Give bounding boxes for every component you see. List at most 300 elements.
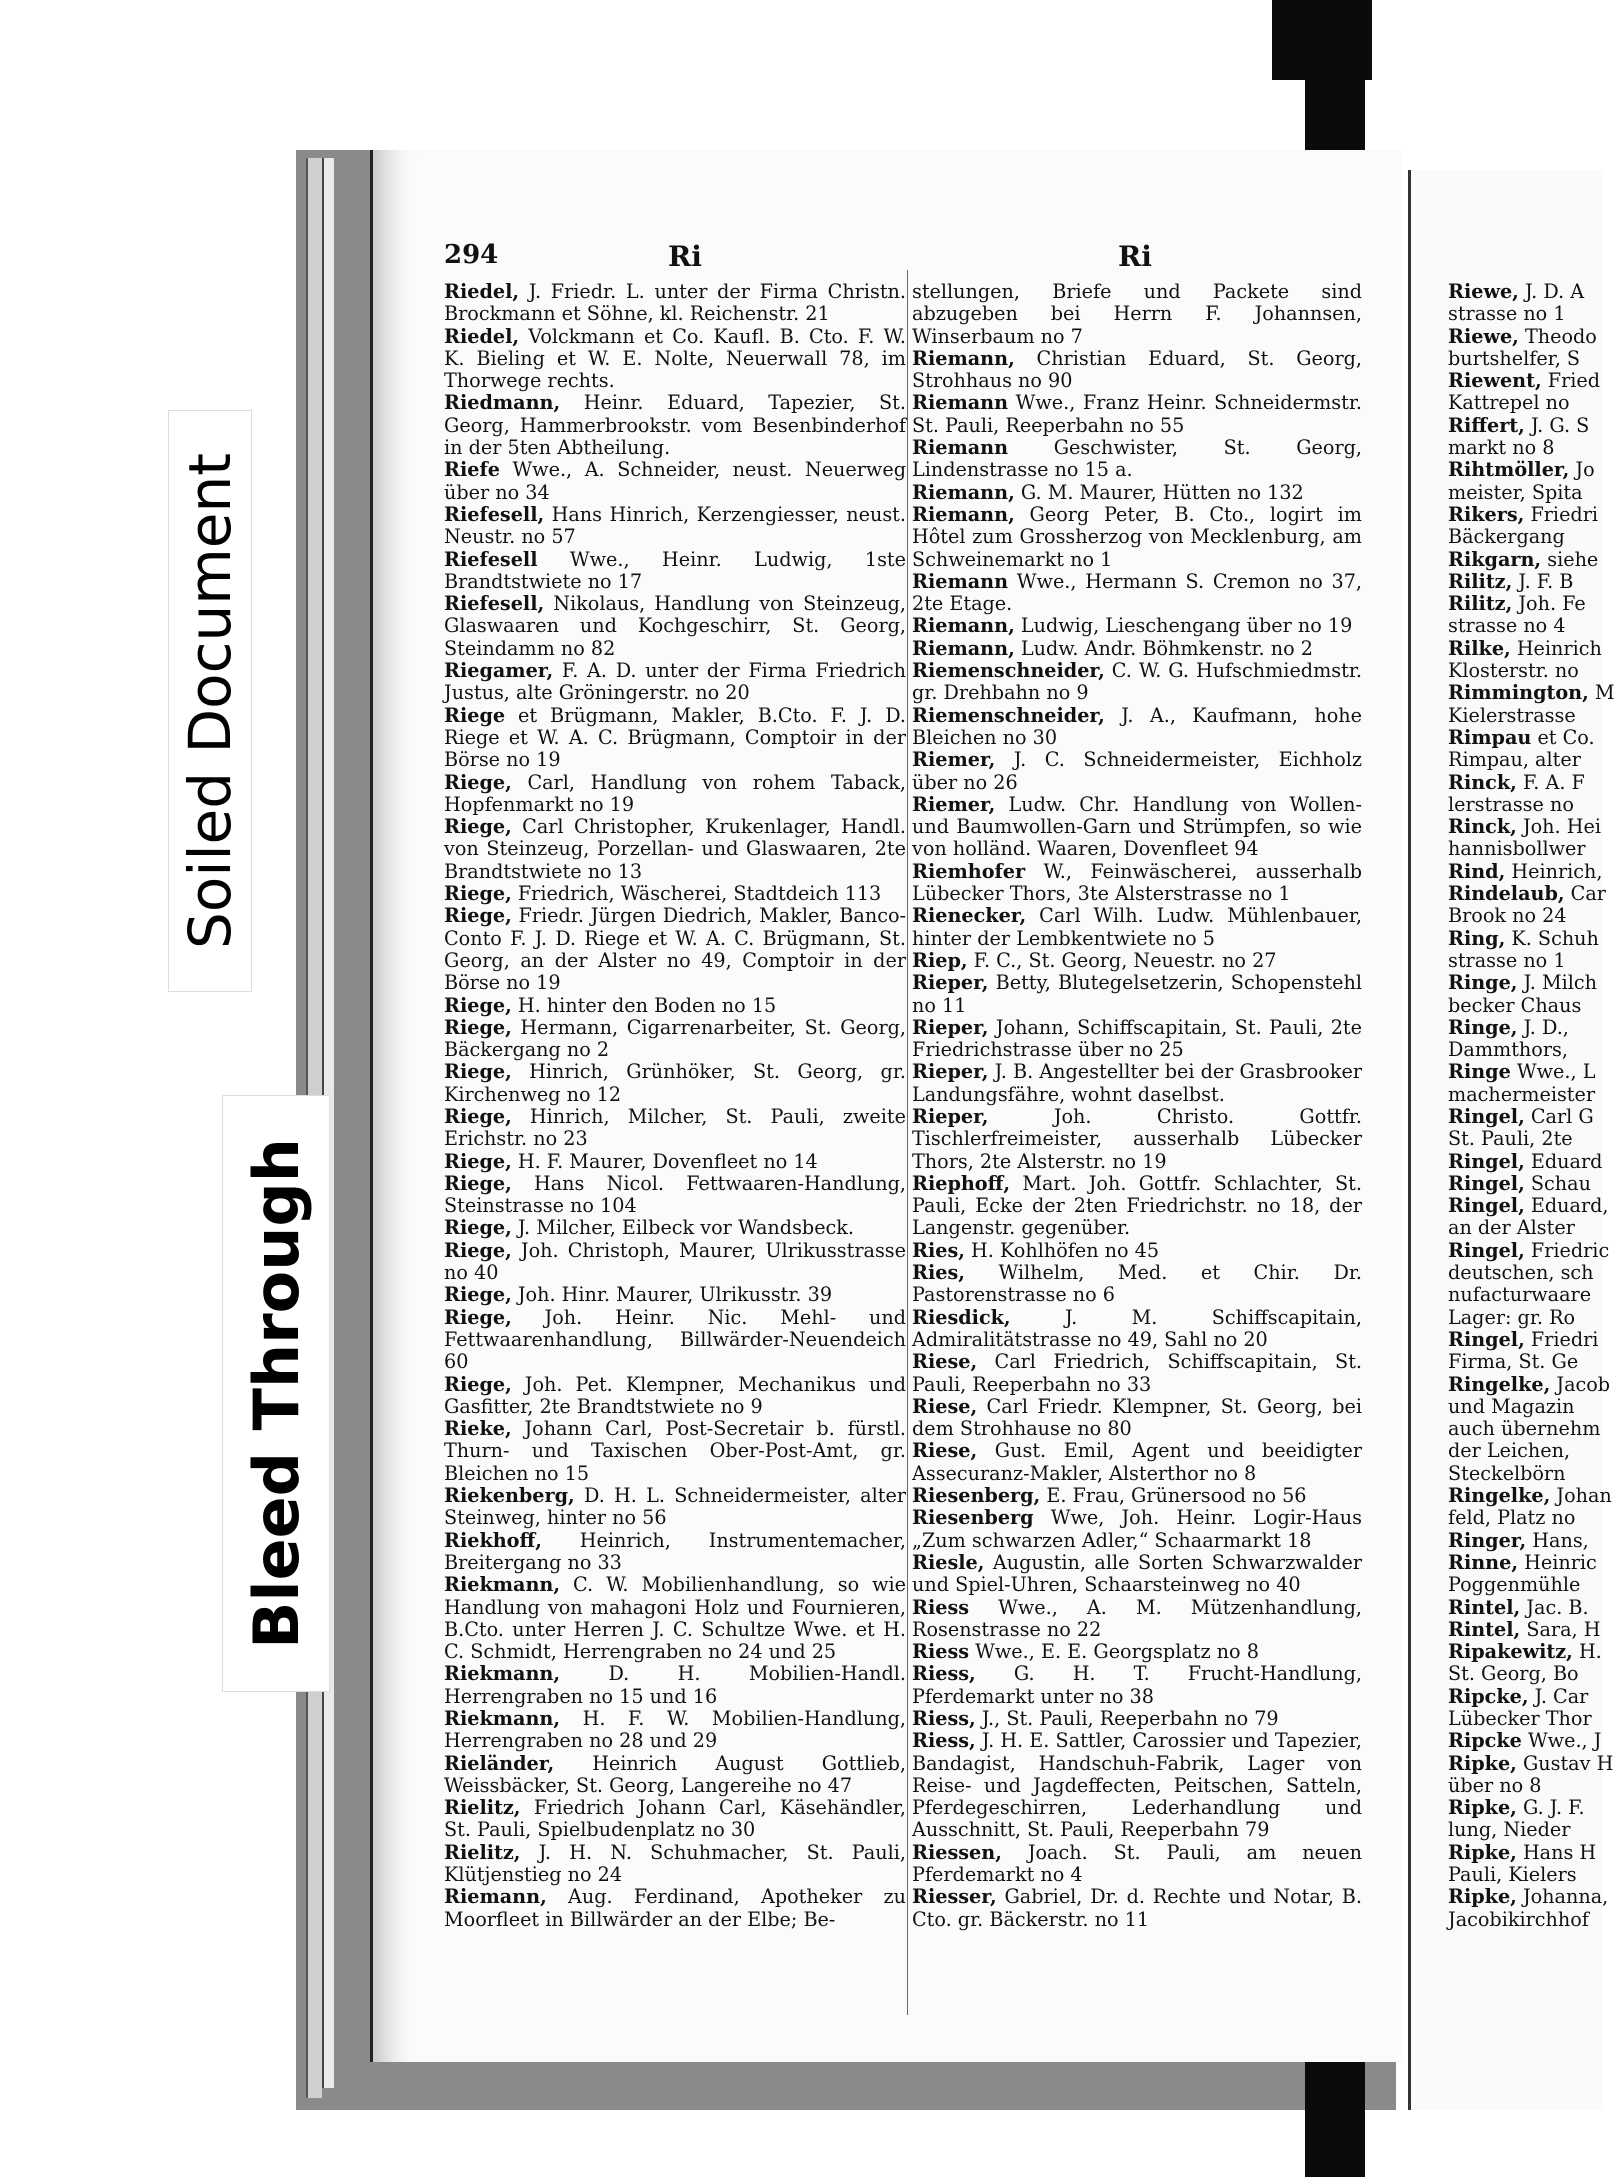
entry-details: Hans, [1526,1528,1589,1552]
directory-entry [912,1061,1362,1106]
entry-details: W., Feinwäscherei, ausserhalb Lübecker Thors, 3te Alsterstrasse no 1 [912,859,1362,906]
entry-name: Riewent, [1448,369,1542,393]
directory-entry [1448,1106,1608,1128]
entry-name: Rilke, [1448,636,1511,660]
entry-details: deutschen, sch [1448,1261,1594,1285]
entry-name: Riemenschneider, [912,703,1105,727]
entry-details: Friedri [1524,1327,1599,1351]
entry-name: Riege, [444,1372,512,1396]
directory-entry [1448,1217,1608,1239]
entry-name: Riekmann, [444,1707,561,1730]
entry-details: J. D., [1517,1015,1569,1039]
directory-entry [444,1708,906,1753]
entry-name: Ripke, [1448,1796,1517,1820]
directory-entry [912,905,1362,950]
directory-entry [1448,1775,1608,1797]
entry-name: Riege, [444,770,512,794]
directory-entry [444,1574,906,1663]
entry-details: Theodo [1518,324,1597,348]
entry-name: Riemenschneider, [912,659,1105,683]
entry-details: Hans Hinrich, Kerzengiesser, neust. Neustr. no 57 [444,502,906,549]
entry-details: Heinrich August Gottlieb, Weissbäcker, St. Georg, Langereihe no 47 [444,1751,906,1797]
entry-details: G. M. Maurer, Hütten no 132 [1014,480,1304,504]
entry-details: H. [1572,1640,1602,1664]
directory-entry [1448,727,1608,749]
entry-details: Wwe., L [1510,1060,1596,1084]
entry-name: Ringel, [1448,1194,1525,1218]
entry-details: Lübecker Thor [1448,1707,1592,1730]
entry-name: Riege, [444,1171,512,1195]
directory-entry [1448,303,1608,325]
entry-name: Riess, [912,1729,976,1753]
entry-name: Rihtmöller, [1448,458,1570,482]
entry-details: D. H. L. Schneidermeister, alter Steinweg, hinter no 56 [444,1484,906,1530]
directory-entry [1448,1463,1608,1485]
directory-entry [1448,883,1608,905]
entry-name: Riege, [444,904,512,928]
entry-details: Geschwister, St. Georg, Lindenstrasse no 15 a. [912,436,1362,482]
directory-entry [912,482,1362,504]
soiled-document-label: Soiled Document [168,410,252,992]
directory-entry [912,1485,1362,1507]
directory-entry [444,995,906,1017]
entry-details: lerstrasse no [1448,792,1574,816]
entry-details: burtshelfer, S [1448,346,1581,370]
entry-details: J. Friedr. L. unter der Firma Christn. Brockmann et Söhne, kl. Reichenstr. 21 [444,280,906,326]
directory-entry [1448,571,1608,593]
entry-details: becker Chaus [1448,993,1582,1017]
bleed-through-label: Bleed Through [222,1095,330,1692]
directory-entry [1448,1084,1608,1106]
entry-details: G. H. T. Frucht-Handlung, Pferdemarkt unter no 38 [912,1662,1362,1708]
directory-entry [444,660,906,705]
entry-name: Riefe [444,458,500,482]
entry-name: Riege, [444,1305,512,1329]
directory-entry [912,1351,1362,1396]
entry-name: Rieper, [912,1015,989,1039]
directory-entry [444,1418,906,1485]
entry-name: Riess [912,1595,970,1619]
entry-details: strasse no 4 [1448,614,1566,638]
directory-entry [1448,1886,1608,1908]
directory-entry [1448,459,1608,481]
entry-details: Gust. Emil, Agent und beeidigter Assecuranz-Makler, Alsterthor no 8 [912,1439,1362,1485]
directory-entry [1448,348,1608,370]
directory-entry [912,437,1362,482]
entry-details: Betty, Blutegelsetzerin, Schopenstehl no 11 [912,971,1362,1017]
entry-name: Riege, [444,815,512,839]
entry-name: Rinck, [1448,770,1517,794]
directory-column-3 [1448,280,1615,1931]
entry-details: nufacturwaare [1448,1283,1592,1307]
entry-name: Riedmann, [444,391,561,415]
entry-details: Hinrich, Milcher, St. Pauli, zweite Erichstr. no 23 [444,1104,906,1151]
entry-name: Ripcke, [1448,1684,1529,1708]
entry-details: Jacob [1550,1372,1611,1396]
running-head-right: Ri [1118,240,1152,273]
entry-details: der Leichen, [1448,1439,1571,1463]
directory-entry [1448,1307,1608,1329]
directory-entry [444,1663,906,1708]
directory-entry [444,1106,906,1151]
entry-details: Ludwig, Lieschengang über no 19 [1014,614,1353,638]
entry-details: und Magazin [1448,1394,1575,1418]
directory-entry [1448,972,1608,994]
directory-entry [1448,593,1608,615]
entry-name: Riess, [912,1707,976,1730]
entry-name: Riemann, [912,614,1015,638]
entry-details: J. D. A [1518,280,1585,303]
directory-entry [1448,482,1608,504]
entry-details: E. Frau, Grünersood no 56 [1040,1484,1307,1508]
directory-entry [1448,1195,1608,1217]
entry-name: Riemann, [444,1885,547,1909]
entry-details: strasse no 1 [1448,948,1566,972]
entry-details: über no 8 [1448,1773,1542,1797]
directory-entry [444,549,906,594]
entry-details: Heinr. Eduard, Tapezier, St. Georg, Hammerbrookstr. vom Besenbinderhof in der 5ten Abtheilung. [444,391,906,460]
running-head-left: Ri [668,240,702,273]
entry-name: Riege, [444,993,512,1017]
entry-name: Rintel, [1448,1617,1521,1641]
entry-name: Riekenberg, [444,1484,575,1508]
entry-details: Pauli, Kielers [1448,1863,1577,1887]
entry-details: Heinrich, Instrumentemacher, Breitergang no 33 [444,1528,906,1574]
directory-entry [1448,415,1608,437]
directory-entry [1448,1751,1614,1775]
directory-entry [912,1730,1362,1841]
entry-details: J. Milch [1517,971,1598,995]
directory-entry [912,1663,1362,1708]
entry-name: Riegamer, [444,659,554,683]
entry-name: Ripcke [1448,1729,1522,1753]
entry-details: Christian Eduard, St. Georg, Strohhaus no 90 [912,346,1362,393]
entry-details: Wwe., A. M. Mützenhandlung, Rosenstrasse no 22 [912,1595,1362,1641]
entry-name: Rind, [1448,859,1506,883]
entry-name: Ripakewitz, [1448,1640,1573,1664]
directory-entry [912,504,1362,571]
entry-name: Riess [912,1640,970,1664]
directory-entry [444,1374,906,1419]
entry-details: siehe [1541,547,1599,571]
directory-entry [1448,995,1608,1017]
entry-name: Riedel, [444,324,520,348]
entry-details: Friedri [1524,502,1599,526]
directory-entry [912,1262,1362,1307]
directory-entry [444,326,906,393]
entry-details: Johan [1550,1484,1612,1508]
directory-entry [444,905,906,994]
entry-name: Rieper, [912,1060,989,1084]
directory-entry [1448,1484,1612,1508]
directory-entry [1448,772,1608,794]
entry-details: Dammthors, [1448,1038,1568,1062]
entry-details: G. J. F. [1516,1796,1585,1820]
entry-name: Riesser, [912,1885,997,1909]
entry-details: Johanna, [1516,1885,1609,1909]
directory-entry [1448,928,1608,950]
directory-entry [1448,705,1608,727]
directory-entry [1448,838,1608,860]
entry-details: Brook no 24 [1448,904,1567,928]
directory-entry [1448,1909,1608,1931]
entry-name: Riffert, [1448,413,1525,437]
entry-details: Jacobikirchhof [1448,1907,1589,1931]
directory-entry [912,1886,1362,1931]
directory-entry [912,660,1362,705]
entry-details: Wwe., A. Schneider, neust. Neuerweg über no 34 [444,458,906,504]
directory-entry [444,593,906,660]
entry-details: Hans Nicol. Fettwaaren-Handlung, Steinstrasse no 104 [444,1171,906,1218]
entry-details: Joach. St. Pauli, am neuen Pferdemarkt no 4 [912,1840,1362,1887]
entry-details: Jac. B. [1520,1595,1589,1619]
entry-details: Hans H [1516,1840,1597,1864]
entry-details: Car [1564,882,1606,906]
entry-details: meister, Spita [1448,480,1583,504]
entry-details: Friedric [1524,1238,1610,1262]
directory-entry [912,1106,1362,1173]
entry-name: Rikgarn, [1448,547,1542,571]
directory-entry [444,281,906,326]
entry-details: F. C., St. Georg, Neuestr. no 27 [967,948,1277,972]
entry-name: Riesdick, [912,1305,1011,1329]
entry-details: Heinrich, [1505,859,1603,883]
entry-name: Riesenberg, [912,1484,1041,1508]
entry-name: Riemann, [912,346,1015,370]
entry-details: Joh. Pet. Klempner, Mechanikus und Gasfitter, 2te Brandtstwiete no 9 [444,1372,906,1418]
entry-name: Rielitz, [444,1840,521,1864]
directory-entry [444,1284,906,1306]
entry-name: Rikers, [1448,502,1525,526]
directory-entry [1448,526,1608,548]
directory-entry [1448,1530,1608,1552]
entry-name: Riege, [444,1149,512,1173]
entry-details: et Brügmann, Makler, B.Cto. F. J. D. Riege et W. A. C. Brügmann, Comptoir in der Börse no 19 [444,703,906,772]
directory-entry [1448,1708,1608,1730]
entry-details: J. C. Schneidermeister, Eichholz über no 26 [912,748,1362,794]
entry-details: Heinric [1518,1550,1597,1574]
directory-entry [912,1641,1362,1663]
entry-name: Riesle, [912,1550,985,1574]
entry-details: Steckelbörn [1448,1461,1566,1485]
directory-entry [912,1842,1362,1887]
directory-entry [1448,392,1608,414]
entry-details: Johann Carl, Post-Secretair b. fürstl. Thurn- und Taxischen Ober-Post-Amt, gr. Bleichen no 15 [444,1417,906,1485]
directory-entry [444,1886,906,1931]
directory-entry [912,1708,1362,1730]
directory-entry [444,1485,906,1530]
entry-details: Eduard, [1524,1194,1609,1218]
entry-name: Rindelaub, [1448,882,1565,906]
entry-details: J. H. N. Schuhmacher, St. Pauli, Klütjenstieg no 24 [444,1840,906,1887]
directory-entry [444,705,906,772]
entry-name: Ries, [912,1261,965,1285]
entry-details: D. H. Mobilien-Handl. Herrengraben no 15 und 16 [444,1662,906,1708]
directory-entry [912,1017,1362,1062]
directory-entry [1448,1372,1611,1396]
entry-name: Riess, [912,1662,976,1686]
entry-name: Ringelke, [1448,1484,1551,1508]
entry-details: J. H. E. Sattler, Carossier und Tapezier, Bandagist, Handschuh-Fabrik, Lager von Reise- und Jagdeffecten, Peitschen, Satteln, Pferdegeschirren, Lederhandlung und Ausschnitt, St. Pauli, Reeperbahn 79 [912,1729,1362,1842]
directory-entry [1448,749,1608,771]
entry-details: Volckmann et Co. Kaufl. B. Cto. F. W. K. Bieling et W. E. Nolte, Neuerwall 78, im Thorwege rechts. [444,324,906,393]
entry-details: Gabriel, Dr. d. Rechte und Notar, B. Cto. gr. Bäckerstr. no 11 [912,1885,1362,1931]
entry-name: Riemann, [912,636,1015,660]
directory-entry [444,883,906,905]
directory-entry [912,615,1362,637]
entry-name: Riege, [444,1238,512,1262]
directory-entry [912,392,1362,437]
directory-entry [912,571,1362,616]
entry-details: H. hinter den Boden no 15 [511,993,777,1017]
entry-name: Riedel, [444,280,520,303]
directory-entry [1448,370,1608,392]
entry-details: J. A., Kaufmann, hohe Bleichen no 30 [912,703,1362,749]
entry-name: Ripke, [1448,1885,1517,1909]
directory-entry [1448,1151,1608,1173]
directory-entry [1448,1574,1608,1596]
entry-details: Wwe., Hermann S. Cremon no 37, 2te Etage. [912,569,1362,616]
entry-name: Riege [444,703,506,727]
entry-details: C. W. G. Hufschmiedmstr. gr. Drehbahn no 9 [912,659,1362,705]
directory-entry [1448,437,1608,459]
directory-entry [912,1440,1362,1485]
directory-column-2 [912,281,1362,1931]
directory-entry [1448,1842,1608,1864]
entry-details: H. Kohlhöfen no 45 [964,1238,1160,1262]
directory-entry [912,638,1362,660]
entry-details: J. M. Schiffscapitain, Admiralitätstrasse no 49, Sahl no 20 [912,1305,1362,1351]
entry-details: Eduard [1524,1149,1603,1173]
entry-details: Jo [1569,458,1595,482]
entry-details: Carl Wilh. Ludw. Mühlenbauer, hinter der Lembkentwiete no 5 [912,904,1362,950]
entry-details: an der Alster [1448,1216,1575,1240]
directory-entry [1448,1686,1608,1708]
entry-name: Riephoff, [912,1171,1011,1195]
directory-entry [1448,660,1608,682]
entry-name: Rienecker, [912,904,1027,928]
directory-entry [912,348,1362,393]
entry-name: Ripke, [1448,1840,1517,1864]
directory-entry [1448,1240,1608,1262]
entry-details: lung, Nieder [1448,1818,1571,1842]
entry-name: Ringel, [1448,1149,1525,1173]
entry-details: Friedrich, Wäscherei, Stadtdeich 113 [511,882,882,906]
entry-details: Wwe., J [1521,1729,1602,1753]
directory-entry [1448,1061,1608,1083]
entry-details: Aug. Ferdinand, Apotheker zu Moorfleet in Billwärder an der Elbe; Be- [444,1885,906,1931]
directory-entry [1448,1440,1608,1462]
directory-entry [444,816,906,883]
entry-name: Riemann [912,569,1009,593]
entry-details: Klosterstr. no [1448,659,1579,683]
entry-details: Ludw. Chr. Handlung von Wollen- und Baumwollen-Garn und Strümpfen, so wie von holländ. Waaren, Dovenfleet 94 [912,792,1362,861]
entry-name: Rieländer, [444,1751,555,1775]
entry-name: Riege, [444,1060,512,1084]
directory-entry [444,1842,906,1887]
entry-name: Riessen, [912,1840,1002,1864]
entry-name: Riekhoff, [444,1528,542,1552]
entry-name: Ries, [912,1238,965,1262]
entry-details: Sara, H [1520,1617,1601,1641]
entry-details: C. W. Mobilienhandlung, so wie Handlung von mahagoni Holz und Fournieren, B.Cto. unter Herren J. C. Schultze Wwe. et H. C. Schmidt, Herrengraben no 24 und 25 [444,1573,906,1664]
entry-details: M [1588,681,1615,705]
directory-entry [444,1240,906,1285]
directory-entry [1448,1663,1608,1685]
directory-entry [1448,1284,1608,1306]
directory-entry [912,1240,1362,1262]
entry-details: J. Milcher, Eilbeck vor Wandsbeck. [511,1216,855,1240]
directory-entry [912,1507,1362,1552]
entry-details: Joh. Hinr. Maurer, Ulrikusstr. 39 [511,1283,833,1307]
entry-name: Riemhofer [912,859,1026,883]
entry-details: Augustin, alle Sorten Schwarzwalder und Spiel-Uhren, Schaarsteinweg no 40 [912,1550,1362,1597]
entry-name: Rinne, [1448,1550,1519,1574]
directory-entry [1448,816,1608,838]
directory-entry [1448,549,1608,571]
directory-entry [912,972,1362,1017]
entry-name: Riesenberg [912,1506,1034,1530]
entry-details: Hermann, Cigarrenarbeiter, St. Georg, Bäckergang no 2 [444,1015,906,1062]
entry-details: Firma, St. Ge [1448,1350,1579,1374]
entry-details: Wwe, Joh. Heinr. Logir-Haus „Zum schwarzen Adler,“ Schaarmarkt 18 [912,1506,1362,1552]
directory-entry [912,1307,1362,1352]
entry-name: Ringel, [1448,1238,1525,1262]
entry-details: stellungen, Briefe und Packete sind abzugeben bei Herrn F. Johannsen, Winserbaum no 7 [912,280,1362,348]
entry-details: J. G. S [1524,413,1590,437]
entry-name: Rinck, [1448,815,1517,839]
directory-entry [1448,1819,1608,1841]
entry-details: J. F. B [1512,569,1574,593]
directory-entry [1448,1173,1608,1195]
entry-details: Joh. Christoph, Maurer, Ulrikusstrasse no 40 [444,1238,906,1285]
entry-name: Rieper, [912,1104,989,1128]
directory-entry [444,1061,906,1106]
entry-details: Friedr. Jürgen Diedrich, Makler, Banco-Conto F. J. D. Riege et W. A. C. Brügmann, St. Georg, an der Alster no 49, Comptoir in der Börse no 19 [444,904,906,995]
entry-name: Riemann [912,436,1009,460]
entry-name: Riege, [444,1015,512,1039]
entry-name: Ringelke, [1448,1372,1551,1396]
entry-details: Kattrepel no [1448,391,1570,415]
directory-entry [912,749,1362,794]
directory-entry [444,1151,906,1173]
directory-entry [1448,1797,1608,1819]
entry-details: Bäckergang [1448,525,1565,549]
entry-details: J. B. Angestellter bei der Grasbrooker Landungsfähre, wohnt daselbst. [912,1060,1362,1106]
directory-entry [1448,1329,1608,1351]
entry-details: Lager: gr. Ro [1448,1305,1576,1329]
entry-name: Rimpau [1448,725,1532,749]
entry-name: Riemann [912,391,1009,415]
directory-entry [1448,681,1615,705]
entry-name: Rieke, [444,1417,512,1441]
entry-details: F. A. D. unter der Firma Friedrich Justus, alte Gröningerstr. no 20 [444,659,906,705]
entry-name: Rilitz, [1448,569,1513,593]
entry-details: Carl Christopher, Krukenlager, Handl. von Steinzeug, Porzellan- und Glaswaaren, 2te Brandtstwiete no 13 [444,815,906,883]
entry-details: Heinrich [1510,636,1602,660]
directory-entry [1448,1730,1608,1752]
entry-details: strasse no 1 [1448,302,1566,326]
entry-details: markt no 8 [1448,436,1555,460]
directory-entry [1448,950,1608,972]
directory-entry [444,1797,906,1842]
entry-name: Ringe, [1448,971,1518,995]
entry-name: Riemann, [912,502,1015,526]
entry-name: Riefesell, [444,502,545,526]
directory-entry [444,459,906,504]
entry-details: Georg Peter, B. Cto., logirt im Hôtel zum Grossherzog von Mecklenburg, am Schweinemarkt no 1 [912,502,1362,571]
entry-details: hannisbollwer [1448,837,1586,861]
